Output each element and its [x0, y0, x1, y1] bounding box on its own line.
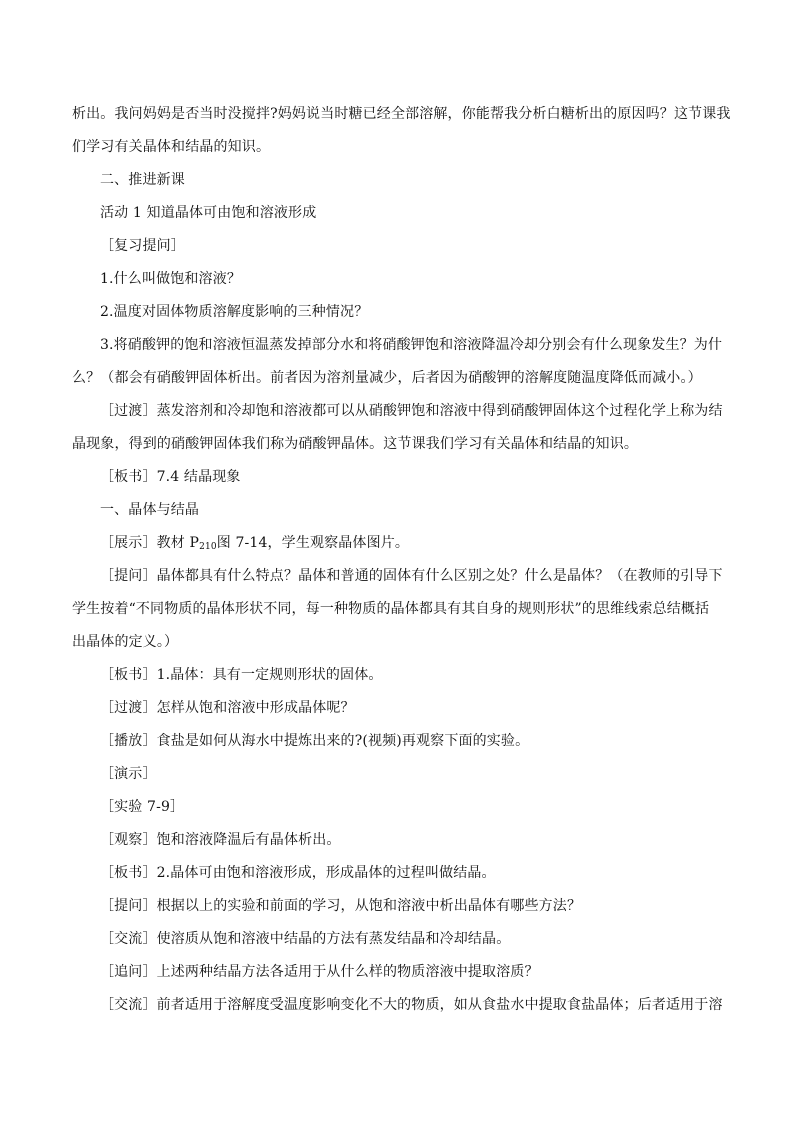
- paragraph-line: ［提问］根据以上的实验和前面的学习，从饱和溶液中析出晶体有哪些方法？: [100, 898, 582, 914]
- paragraph-line: 出晶体的定义。）: [72, 634, 179, 650]
- paragraph-line: ［追问］上述两种结晶方法各适用于从什么样的物质溶液中提取溶质？: [100, 964, 539, 980]
- paragraph-line: ［播放］食盐是如何从海水中提炼出来的?(视频)再观察下面的实验。: [100, 733, 530, 749]
- question-item: 1.什么叫做饱和溶液？: [100, 271, 242, 287]
- paragraph-line: ［观察］饱和溶液降温后有晶体析出。: [100, 832, 341, 848]
- paragraph-line: ［交流］使溶质从饱和溶液中结晶的方法有蒸发结晶和冷却结晶。: [100, 931, 511, 947]
- line-text: ［展示］教材 P: [100, 535, 200, 551]
- page-subscript: 210: [199, 542, 217, 552]
- paragraph-line: ［板书］2.晶体可由饱和溶液形成，形成晶体的过程叫做结晶。: [100, 865, 496, 881]
- paragraph-line: 晶现象，得到的硝酸钾固体我们称为硝酸钾晶体。这节课我们学习有关晶体和结晶的知识。: [72, 436, 638, 452]
- paragraph-line: ［过渡］蒸发溶剂和冷却饱和溶液都可以从硝酸钾饱和溶液中得到硝酸钾固体这个过程化学上称为结: [100, 403, 723, 419]
- question-item: 2.温度对固体物质溶解度影响的三种情况？: [100, 304, 369, 320]
- section-heading: 一、晶体与结晶: [100, 502, 200, 518]
- paragraph-line: ［过渡］怎样从饱和溶液中形成晶体呢？: [100, 700, 355, 716]
- paragraph-line: ［交流］前者适用于溶解度受温度影响变化不大的物质，如从食盐水中提取食盐晶体；后者适用于溶: [100, 997, 723, 1013]
- paragraph-line: 学生按着“不同物质的晶体形状不同，每一种物质的晶体都具有其自身的规则形状”的思维线索总结概括: [72, 601, 710, 617]
- paragraph-line: 析出。我问妈妈是否当时没搅拌?妈妈说当时糖已经全部溶解，你能帮我分析白糖析出的原因吗？这节课我: [72, 106, 731, 122]
- section-heading: 二、推进新课: [100, 172, 185, 188]
- paragraph-line: ［提问］晶体都具有什么特点？晶体和普通的固体有什么区别之处？什么是晶体？（在教师的引导下: [100, 568, 723, 584]
- paragraph-line: ［板书］1.晶体：具有一定规则形状的固体。: [100, 667, 383, 683]
- line-text-continued: 图 7-14，学生观察晶体图片。: [216, 535, 410, 551]
- paragraph-line: ［演示］: [100, 766, 157, 782]
- paragraph-line: ［复习提问］: [100, 238, 185, 254]
- activity-heading: 活动 1 知道晶体可由饱和溶液形成: [100, 205, 317, 221]
- paragraph-line: 们学习有关晶体和结晶的知识。: [72, 139, 271, 155]
- paragraph-line: ［实验 7-9］: [100, 799, 185, 815]
- paragraph-line: 么？（都会有硝酸钾固体析出。前者因为溶剂量减少，后者因为硝酸钾的溶解度随温度降低而减小。）: [72, 370, 702, 386]
- document-body: [72, 98, 731, 1022]
- paragraph-line: ［板书］7.4 结晶现象: [100, 469, 241, 485]
- question-item: 3.将硝酸钾的饱和溶液恒温蒸发掉部分水和将硝酸钾饱和溶液降温冷却分别会有什么现象发生？为什: [100, 337, 723, 353]
- paragraph-line: [72, 527, 724, 560]
